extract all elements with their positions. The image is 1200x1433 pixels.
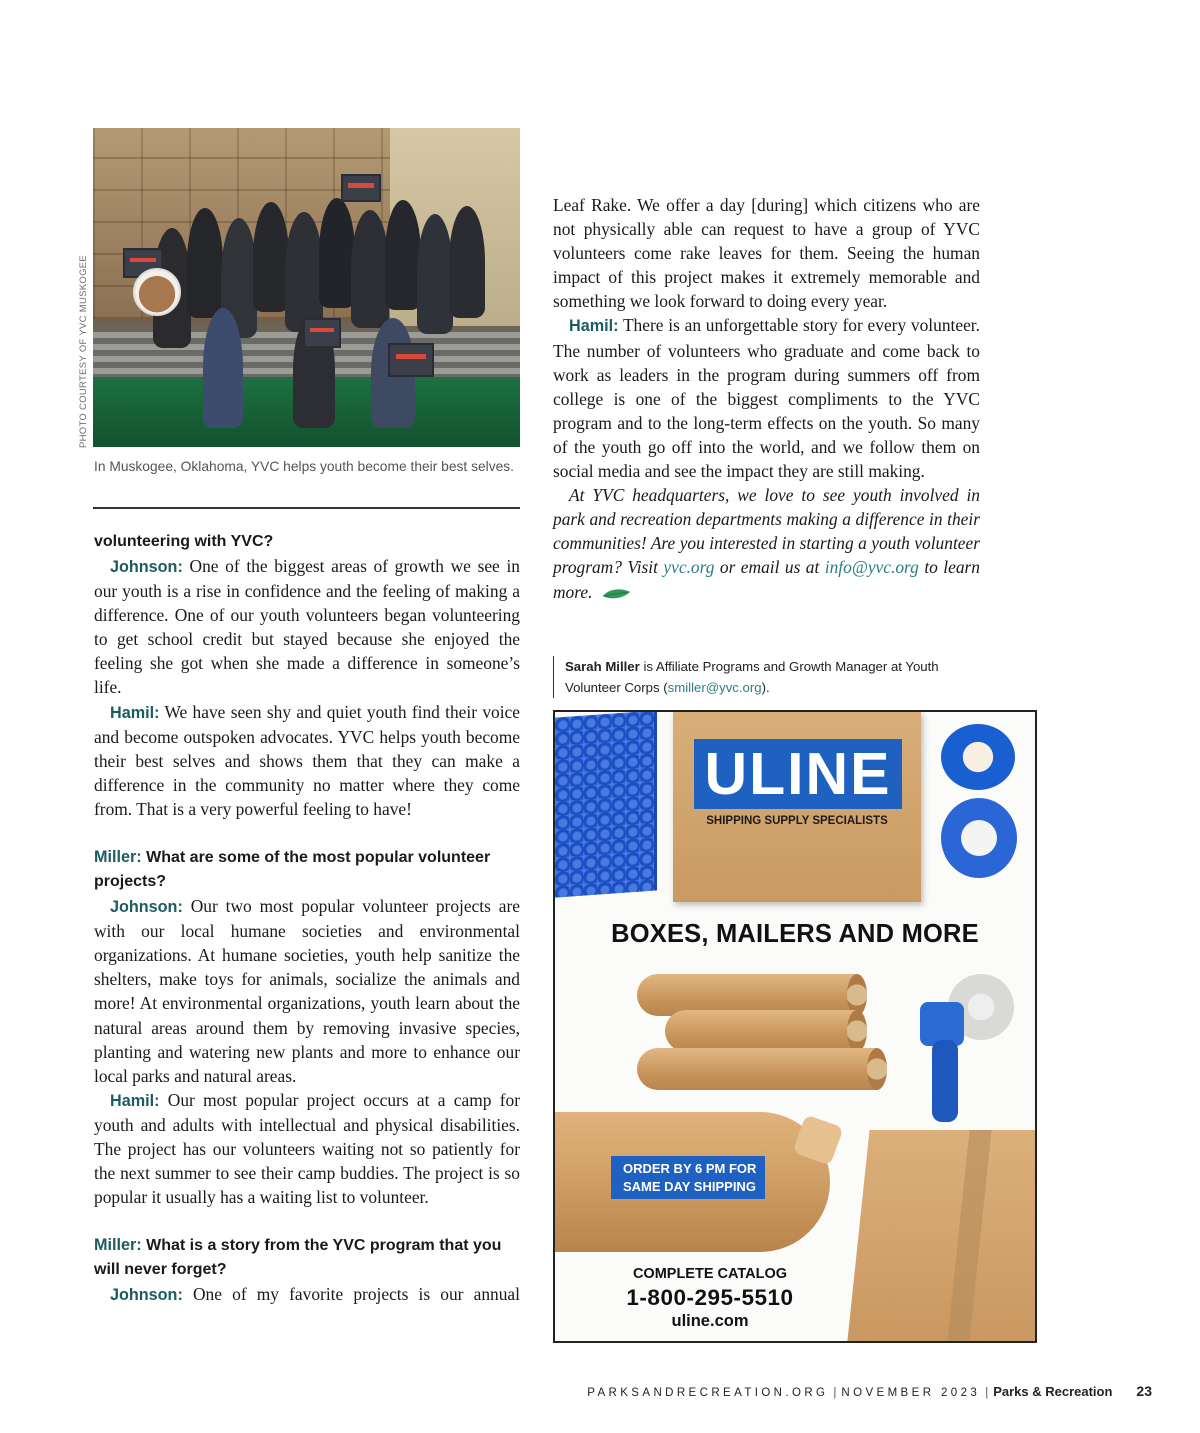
- author-name: Sarah Miller: [565, 659, 640, 674]
- footer-magazine: Parks & Recreation: [993, 1384, 1113, 1399]
- footer-site: PARKSANDRECREATION.ORG: [587, 1387, 829, 1399]
- footer-issue: NOVEMBER 2023: [841, 1387, 981, 1399]
- phone-number[interactable]: 1-800-295-5510: [626, 1285, 794, 1310]
- catalog-label: COMPLETE CATALOG: [632, 1266, 788, 1282]
- speaker-hamil: Hamil:: [110, 703, 160, 722]
- cardboard-box-image: [846, 1130, 1037, 1343]
- order-line: SAME DAY SHIPPING: [623, 1179, 756, 1194]
- author-email-link[interactable]: smiller@yvc.org: [667, 680, 762, 695]
- website-link[interactable]: uline.com: [671, 1312, 749, 1330]
- question-text: What are some of the most popular volunteer projects?: [94, 849, 491, 891]
- speaker-hamil: Hamil:: [569, 317, 619, 336]
- speaker-miller: Miller:: [94, 1236, 142, 1255]
- caption-divider: [93, 507, 520, 509]
- catalog-info: [595, 1264, 825, 1331]
- mailing-tube-image: [637, 1048, 877, 1090]
- tape-roll-image: [941, 798, 1017, 878]
- leaf-icon: [601, 588, 631, 600]
- speaker-johnson: Johnson:: [110, 898, 183, 917]
- speaker-hamil: Hamil:: [110, 1091, 160, 1110]
- photo-crowd: [143, 188, 493, 428]
- tape-roll-image: [941, 724, 1015, 790]
- info-email-link[interactable]: info@yvc.org: [824, 557, 919, 578]
- speaker-miller: Miller:: [94, 848, 142, 867]
- answer-johnson-3-continued: Leaf Rake. We offer a day [during] which citizens who are not physically able can request to have a group of YVC volunteers come rake leaves for them. Seeing the human impact of this project makes it extremely memorable and something we look forward to doing every year.: [553, 195, 980, 312]
- answer-johnson-1: [94, 554, 520, 700]
- footer-separator: |: [985, 1387, 989, 1399]
- yvc-link[interactable]: yvc.org: [663, 557, 715, 578]
- question-2: [94, 845, 520, 894]
- closing-text: or email us at: [719, 557, 820, 578]
- uline-advertisement[interactable]: [553, 710, 1037, 1343]
- closing-text: to learn more.: [553, 557, 980, 602]
- right-column: [553, 193, 980, 604]
- answer-text: Our two most popular volunteer projects are with our local humane societies and environmental organizations. At humane societies, youth help sanitize the shelters, make toys for animals, socialize the animals and more! At environmental organizations, youth learn about the natural areas around them by removing invasive species, planting and watering new plants and more to enhance our local parks and natural areas.: [94, 896, 520, 1086]
- footer-separator: |: [833, 1387, 837, 1399]
- answer-johnson-3: [94, 1282, 520, 1307]
- question-text: What is a story from the YVC program that you will never forget?: [94, 1237, 502, 1279]
- face-sign: [133, 268, 181, 316]
- bio-text: is Affiliate Programs and Growth Manager at Youth Volunteer Corps (: [565, 659, 939, 695]
- answer-hamil-2: [94, 1088, 520, 1209]
- group-photo: [93, 128, 520, 447]
- bubble-mailers-image: [555, 710, 657, 897]
- left-column: [94, 530, 520, 1307]
- question-continued: volunteering with YVC?: [94, 533, 274, 550]
- ad-tagline: SHIPPING SUPPLY SPECIALISTS: [706, 815, 888, 827]
- photo-credit: PHOTO COURTESY OF YVC MUSKOGEE: [78, 254, 89, 448]
- tape-dispenser-image: [910, 974, 1020, 1124]
- answer-hamil-1: [94, 700, 520, 821]
- mailing-tube-image: [665, 1010, 857, 1052]
- uline-logo: ULINE: [694, 739, 902, 809]
- closing-text: At YVC headquarters, we love to see youth involved in park and recreation departments making a difference in their communities! Are you interested in starting a youth volunteer program? Visit: [553, 485, 980, 578]
- answer-johnson-2: [94, 894, 520, 1088]
- answer-text: We have seen shy and quiet youth find their voice and become outspoken advocates. YVC helps youth become their best selves and shows them that they can make a difference in the community no matter where they come from. That is a very powerful feeling to have!: [94, 701, 520, 819]
- bio-end: ).: [761, 680, 770, 695]
- answer-text: One of my favorite projects is our annual: [193, 1284, 520, 1305]
- answer-text: One of the biggest areas of growth we see in our youth is a rise in confidence and the feeling of making a difference. One of our youth volunteers began volunteering to get school credit but stayed because she enjoyed the feeling she got when she made a difference in someone’s life.: [94, 556, 520, 698]
- order-line: ORDER BY 6 PM FOR: [623, 1161, 757, 1176]
- answer-text: There is an unforgettable story for every volunteer. The number of volunteers who graduate and come back to work as leaders in the program during summers off from college is one of the biggest compliments to the YVC program and to the long-term effects on the youth. So many of the youth go off into the world, and we follow them on social media and see the impact they are still making.: [553, 315, 980, 482]
- answer-hamil-3: [553, 313, 980, 483]
- photo-caption: In Muskogee, Oklahoma, YVC helps youth become their best selves.: [94, 459, 515, 474]
- speaker-johnson: Johnson:: [110, 558, 183, 576]
- question-3: [94, 1233, 520, 1282]
- page-footer: [0, 1383, 1152, 1399]
- answer-text: Our most popular project occurs at a camp for youth and adults with intellectual and physical disabilities. The project has our volunteers waiting not so patiently for the next summer to see their camp buddies. The project is so popular it usually has a waiting list to volunteer.: [94, 1089, 520, 1208]
- page-number: 23: [1136, 1383, 1152, 1399]
- speaker-johnson: Johnson:: [110, 1286, 183, 1305]
- order-badge: [611, 1156, 765, 1199]
- closing-paragraph: [553, 483, 980, 603]
- author-bio: [553, 656, 983, 698]
- ad-headline: BOXES, MAILERS AND MORE: [611, 920, 979, 948]
